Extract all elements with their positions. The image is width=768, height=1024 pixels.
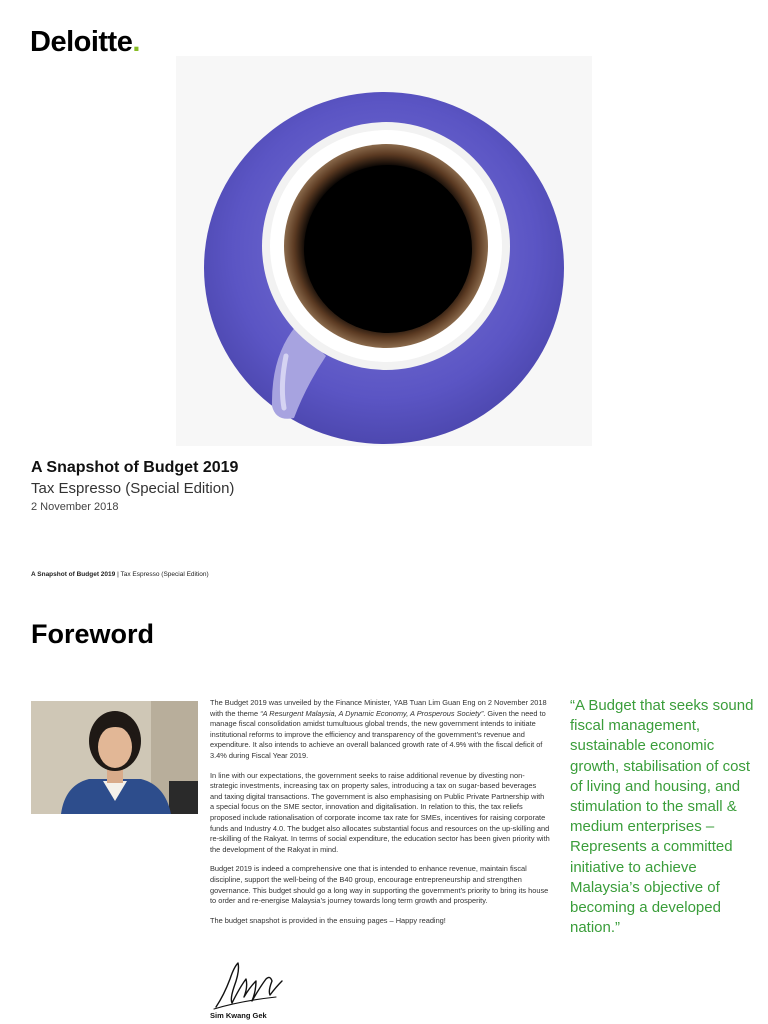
- running-header-edition: Tax Espresso (Special Edition): [120, 571, 209, 578]
- logo-dot: .: [132, 26, 140, 58]
- coffee-cup-icon: [176, 56, 592, 446]
- pull-quote: “A Budget that seeks sound fiscal management, sustainable economic growth, stabilisation of cost of living and housing, and stimulation to the small & medium enterprises – Represents a committed initiative to achieve Malaysia’s objective of becoming a developed nation.”: [570, 697, 754, 937]
- foreword-heading: Foreword: [31, 619, 155, 649]
- cover-title: A Snapshot of Budget 2019: [31, 459, 239, 476]
- foreword-paragraph-3: Budget 2019 is indeed a comprehensive one that is intended to enhance revenue, maintain fiscal discipline, support the well-being of the B40 group, encourage entrepreneurship and strengthen governance. This budget should go a long way in supporting the government’s priority to bring its house to order and re-energise Malaysia’s journey towards long term growth and prosperity.: [210, 864, 549, 906]
- portrait-photo: [31, 701, 198, 814]
- running-header-title: A Snapshot of Budget 2019: [31, 571, 116, 578]
- paragraph-1-rest: . Given the need to manage fiscal consolidation amidst tumultuous global trends, the new government intends to initiate institutional reforms to improve the efficiency and transparency of the government’s revenue and expenditure. It also intends to achieve an overall balanced growth rate of 4.9% with the fiscal deficit of 3.4% during Fiscal Year 2019.: [210, 708, 546, 760]
- foreword-body: [210, 698, 550, 935]
- paragraph-1-intro: The Budget 2019 was unveiled by the Finance Minister, YAB Tuan Lim Guan Eng on 2 November 2018 with the theme: [210, 698, 547, 718]
- cover-subtitle: Tax Espresso (Special Edition): [31, 480, 235, 497]
- logo-text: Deloitte: [30, 26, 133, 58]
- running-header-separator: |: [115, 571, 121, 578]
- foreword-paragraph-2: In line with our expectations, the government seeks to raise additional revenue by divesting non-strategic investments, increasing tax on property sales, introducing a tax on sugar-based beverages and taxing digital transactions. The government is also emphasising on Public Private Partnership with a special focus on the SME sector, innovation and digitalisation. In relation to this, the tax reliefs proposed include rationalisation of corporate income tax rate for SMEs, incentives for raising corporate funds and Industry 4.0. The budget also allocates substantial focus and resources on the up-skilling and re-skilling of the Rakyat. In terms of social expenditure, the education sector has been given priority with the development of the Rakyat in mind.: [210, 770, 550, 854]
- foreword-paragraph-1: [210, 698, 550, 762]
- cover-date: 2 November 2018: [31, 501, 119, 513]
- signature-icon: [210, 957, 290, 1013]
- deloitte-logo: [30, 28, 140, 57]
- foreword-closing: The budget snapshot is provided in the ensuing pages – Happy reading!: [210, 915, 446, 925]
- running-header: [31, 571, 209, 578]
- budget-theme: “A Resurgent Malaysia, A Dynamic Economy, A Prosperous Society”: [260, 708, 484, 718]
- signatory-name: Sim Kwang Gek: [210, 1011, 267, 1020]
